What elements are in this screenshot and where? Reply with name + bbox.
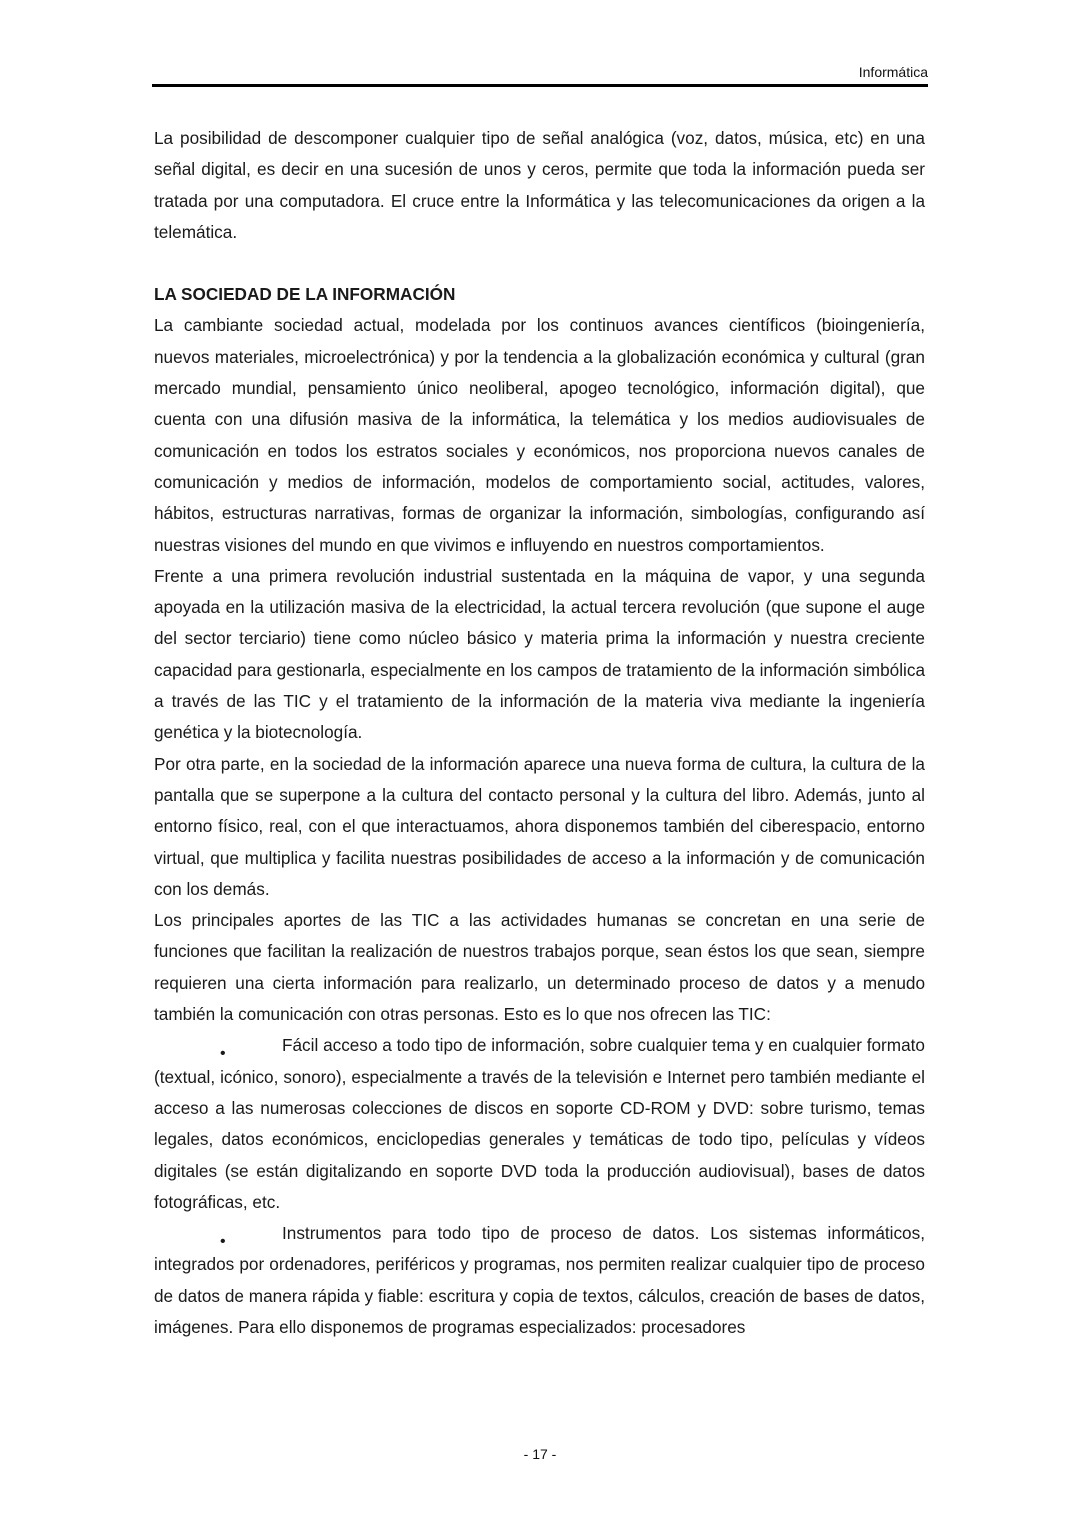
page-number: - 17 - <box>523 1446 557 1462</box>
section-heading: LA SOCIEDAD DE LA INFORMACIÓN <box>154 284 456 305</box>
body-paragraph: La cambiante sociedad actual, modelada por los continuos avances científicos (bioingeniería, nuevos materiales, microelectrónica) y por la tendencia a la globalización económica y cultural (gran mercado mundial, pensamiento único neoliberal, apogeo tecnológico, información digital), que cuenta con una difusión masiva de la informática, la telemática y los medios audiovisuales de comunicación en todos los estratos sociales y económicos, nos proporciona nuevos canales de comunicación y medios de información, modelos de comportamiento social, actitudes, valores, hábitos, estructuras narrativas, formas de organizar la información, simbologías, configurando así nuestras visiones del mundo en que vivimos e influyendo en nuestros comportamientos. <box>154 315 925 555</box>
header-title: Informática <box>858 64 928 80</box>
body-paragraph: Frente a una primera revolución industrial sustentada en la máquina de vapor, y una segunda apoyada en la utilización masiva de la electricidad, la actual tercera revolución (que supone el auge del sector terciario) tiene como núcleo básico y materia prima la información y nuestra creciente capacidad para gestionarla, especialmente en los campos de tratamiento de la información simbólica a través de las TIC y el tratamiento de la información de la materia viva mediante la ingeniería genética y la biotecnología. <box>154 565 925 743</box>
bullet-dot-icon: • <box>220 1233 226 1251</box>
intro-paragraph: La posibilidad de descomponer cualquier tipo de señal analógica (voz, datos, música, etc) en una señal digital, es decir en una sucesión de unos y ceros, permite que toda la información pueda ser tratada por una computadora. El cruce entre la Informática y las telecomunicaciones da origen a la telemática. <box>154 128 925 242</box>
bullet-item <box>154 1030 925 1218</box>
bullet-text: Fácil acceso a todo tipo de información, sobre cualquier tema y en cualquier formato (textual, icónico, sonoro), especialmente a través de la televisión e Internet pero también mediante el acceso a las numerosas colecciones de discos en soporte CD-ROM y DVD: sobre turismo, temas legales, datos económicos, enciclopedias generales y temáticas de todo tipo, películas y vídeos digitales (se están digitalizando en soporte DVD toda la producción audiovisual), bases de datos fotográficas, etc. <box>154 1035 925 1212</box>
bullet-text: Instrumentos para todo tipo de proceso de datos. Los sistemas informáticos, integrados por ordenadores, periféricos y programas, nos permiten realizar cualquier tipo de proceso de datos de manera rápida y fiable: escritura y copia de textos, cálculos, creación de bases de datos, imágenes. Para ello disponemos de programas especializados: procesadores <box>154 1223 925 1337</box>
body-paragraph: Los principales aportes de las TIC a las actividades humanas se concretan en una serie de funciones que facilitan la realización de nuestros trabajos porque, sean éstos los que sean, siempre requieren una cierta información para realizarlo, un determinado proceso de datos y a menudo también la comunicación con otras personas. Esto es lo que nos ofrecen las TIC: <box>154 910 925 1025</box>
bullet-dot-icon: • <box>220 1045 226 1063</box>
page-header <box>152 62 928 87</box>
document-body <box>154 123 925 1343</box>
bullet-item <box>154 1218 925 1343</box>
paragraph-spacer <box>154 248 925 279</box>
body-paragraph: Por otra parte, en la sociedad de la información aparece una nueva forma de cultura, la cultura de la pantalla que se superpone a la cultura del contacto personal y la cultura del libro. Además, junto al entorno físico, real, con el que interactuamos, ahora disponemos también del ciberespacio, entorno virtual, que multiplica y facilita nuestras posibilidades de acceso a la información y de comunicación con los demás. <box>154 753 925 899</box>
